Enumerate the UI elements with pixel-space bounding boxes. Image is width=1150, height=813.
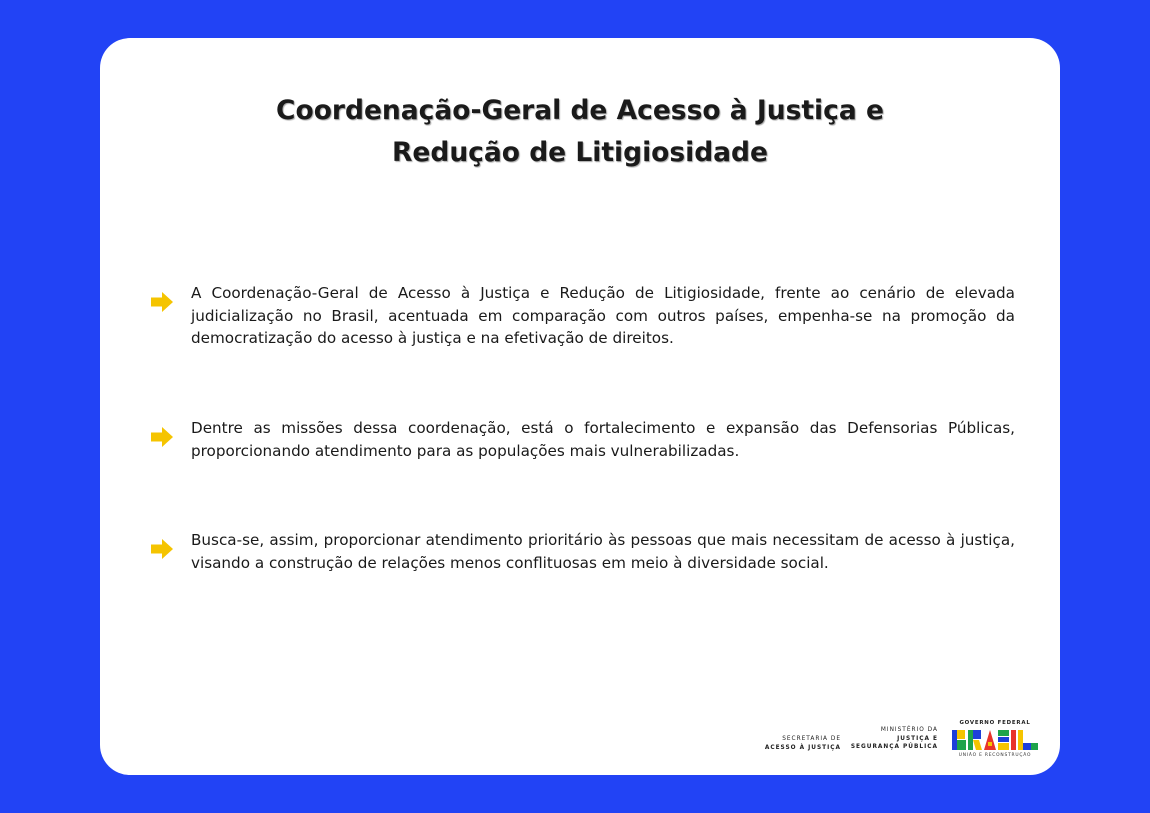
ministerio-line-3: SEGURANÇA PÚBLICA xyxy=(850,744,938,750)
title-line-1: Coordenação-Geral de Acesso à Justiça e xyxy=(276,95,884,126)
secretaria-line-2: ACESSO À JUSTIÇA xyxy=(764,744,841,751)
secretaria-line-1: SECRETARIA DE xyxy=(782,736,841,742)
gov-top-text: GOVERNO FEDERAL xyxy=(959,720,1031,726)
arrow-right-icon xyxy=(150,538,174,560)
governo-federal-logo xyxy=(952,720,1038,762)
arrow-right-icon xyxy=(150,291,174,313)
brasil-logo-icon xyxy=(952,728,1038,752)
footer-logos xyxy=(100,720,1060,765)
secretaria-logo xyxy=(758,735,841,752)
content-card xyxy=(100,38,1060,775)
bullet-text: Dentre as missões dessa coordenação, está o fortalecimento e expansão das Defensorias Públicas, proporcionando atendimento para as populações mais vulnerabilizadas. xyxy=(191,419,1015,460)
ministerio-line-1: MINISTÉRIO DA xyxy=(880,727,938,733)
arrow-right-icon xyxy=(150,426,174,448)
page-title xyxy=(100,90,1060,174)
bullet-text: A Coordenação-Geral de Acesso à Justiça e Redução de Litigiosidade, frente ao cenário de elevada judicialização no Brasil, acentuada em comparação com outros países, empenha-se na promoção da democratização do acesso à justiça e na efetivação de direitos. xyxy=(191,284,1015,348)
title-line-2: Redução de Litigiosidade xyxy=(391,137,769,168)
ministerio-line-2: JUSTIÇA E xyxy=(897,735,938,742)
bullet-text: Busca-se, assim, proporcionar atendimento prioritário às pessoas que mais necessitam de acesso à justiça, visando a construção de relações menos conflituosas em meio à diversidade social. xyxy=(191,531,1015,572)
gov-bottom-text: UNIÃO E RECONSTRUÇÃO xyxy=(958,753,1032,758)
ministerio-logo xyxy=(848,726,938,752)
